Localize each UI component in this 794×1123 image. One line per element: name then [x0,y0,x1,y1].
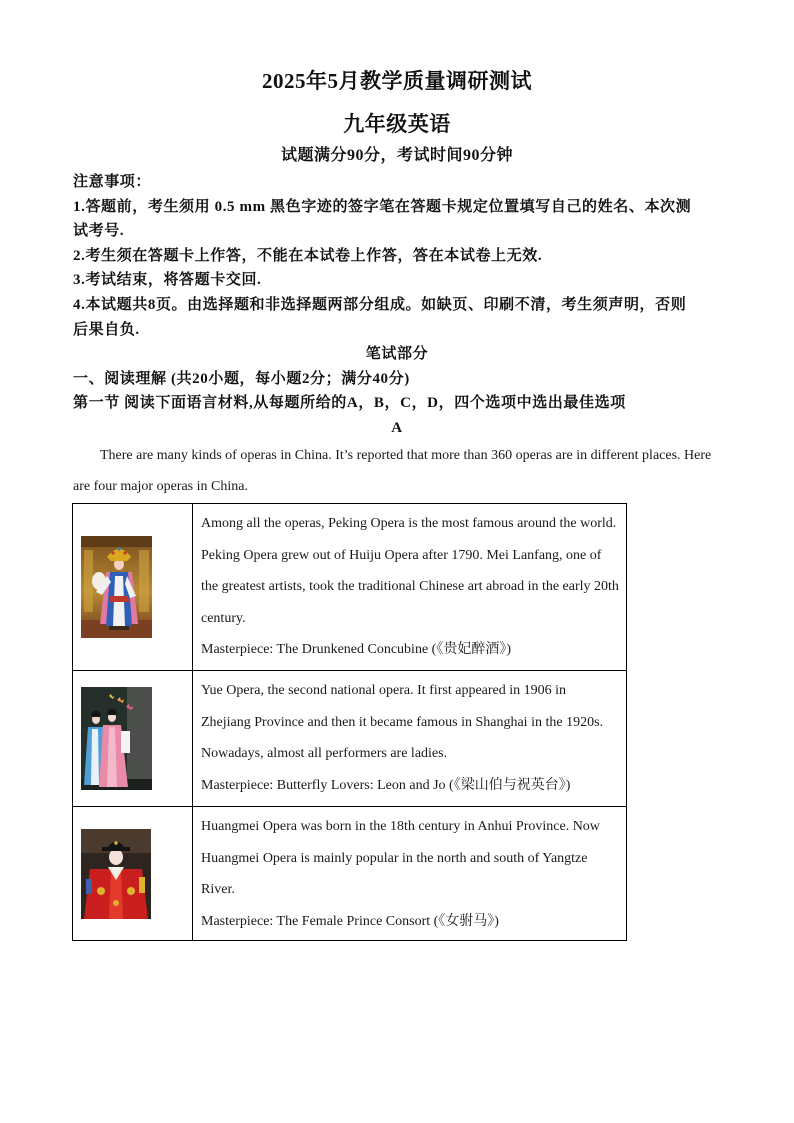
description-line: century. [201,610,246,626]
image-cell [73,807,193,940]
passage-line: There are many kinds of operas in China. It’s reported that more than 360 operas are in different places. Here [100,448,712,463]
masterpiece-line: Masterpiece: The Female Prince Consort (《女驸马》) [201,913,499,929]
notice-line: 1.答题前，考生须用 0.5 mm 黑色字迹的签字笔在答题卡规定位置填写自己的姓名、本次测 [73,198,692,215]
part-title: 笔试部分 [365,346,429,363]
table-row [73,504,626,670]
notice-line: 后果自负. [73,321,140,338]
opera-description [193,671,626,806]
table-row [73,670,626,806]
yue-opera-photo [81,687,152,790]
description-line: Nowadays, almost all performers are ladies. [201,746,448,761]
description-line: Huangmei Opera is mainly popular in the north and south of Yangtze [201,850,588,866]
peking-opera-photo [81,536,152,638]
description-line: Peking Opera grew out of Huiju Opera after 1790. Mei Lanfang, one of [201,547,602,563]
table-row [73,806,626,940]
notice-line: 3.考试结束，将答题卡交回. [73,272,262,289]
description-line: River. [201,882,235,897]
operas-table [72,503,627,941]
opera-description [193,504,626,670]
masterpiece-line: Masterpiece: Butterfly Lovers: Leon and Jo (《梁山伯与祝英台》) [201,777,571,793]
passage-label: A [391,419,403,436]
huangmei-opera-photo [81,829,151,919]
passage-line: are four major operas in China. [73,479,248,494]
passage-intro [73,440,718,502]
exam-subject: 九年级英语 [343,112,451,136]
section-heading: 一、阅读理解 (共20小题，每小题2分；满分40分) [73,370,410,387]
description-line: Among all the operas, Peking Opera is the most famous around the world. [201,516,617,531]
notice-line: 试考号. [73,223,125,240]
exam-title: 2025年5月教学质量调研测试 [262,69,532,93]
notice-section [73,170,721,441]
opera-description [193,807,626,940]
description-line: Zhejiang Province and then it became famous in Shanghai in the 1920s. [201,714,604,730]
description-line: Huangmei Opera was born in the 18th century in Anhui Province. Now [201,819,600,834]
notice-line: 2.考生须在答题卡上作答，不能在本试卷上作答，答在本试卷上无效. [73,247,543,264]
masterpiece-line: Masterpiece: The Drunkened Concubine (《贵妃醉酒》) [201,642,511,657]
description-line: Yue Opera, the second national opera. It first appeared in 1906 in [201,683,567,698]
notice-line: 4.本试题共8页。由选择题和非选择题两部分组成。如缺页、印刷不清，考生须声明，否则 [73,296,687,313]
description-line: the greatest artists, took the traditional Chinese art abroad in the early 20th [201,579,619,594]
notice-heading: 注意事项： [73,174,152,190]
image-cell [73,504,193,670]
image-cell [73,671,193,806]
score-info: 试题满分90分，考试时间90分钟 [280,147,513,164]
section-subheading: 第一节 阅读下面语言材料,从每题所给的A，B，C，D，四个选项中选出最佳选项 [73,395,626,412]
